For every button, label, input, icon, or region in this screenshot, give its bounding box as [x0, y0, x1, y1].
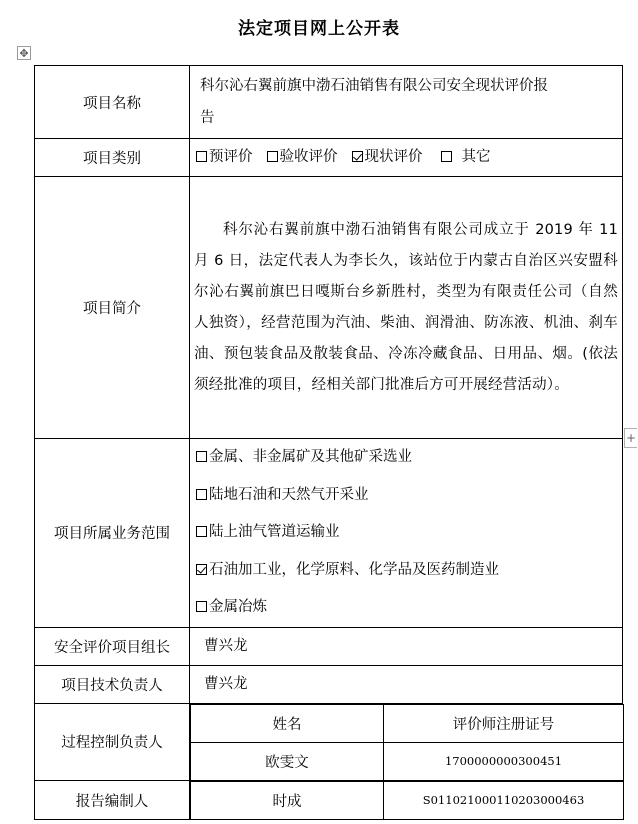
category-option-acceptance[interactable]: 验收评价 — [267, 149, 338, 165]
scope-item-oil-gas-extraction[interactable]: 陆地石油和天然气开采业 — [194, 477, 618, 515]
checkbox-icon[interactable] — [267, 151, 278, 162]
report-author-cert: S011021000110203000463 — [384, 781, 624, 819]
add-row-plus-icon[interactable]: + — [624, 428, 637, 448]
project-name-label: 项目名称 — [35, 66, 190, 139]
checkbox-icon[interactable] — [196, 489, 207, 500]
project-intro-label: 项目简介 — [35, 177, 190, 439]
category-option-pre[interactable]: 预评价 — [196, 149, 253, 165]
team-leader-value: 曹兴龙 — [190, 627, 623, 665]
process-control-header-row — [191, 704, 624, 742]
row-process-control — [35, 703, 623, 781]
tech-lead-value: 曹兴龙 — [190, 665, 623, 703]
category-option-other[interactable]: 其它 — [441, 149, 491, 165]
checkbox-icon[interactable] — [441, 151, 452, 162]
checkbox-checked-icon[interactable] — [196, 564, 207, 575]
process-control-name: 欧雯文 — [191, 742, 384, 780]
business-scope-list — [190, 439, 623, 628]
table-move-handle-icon[interactable]: ✥ — [17, 46, 31, 60]
tech-lead-label: 项目技术负责人 — [35, 665, 190, 703]
row-project-name — [35, 66, 623, 139]
page-title: 法定项目网上公开表 — [238, 19, 400, 39]
scope-item-mining[interactable]: 金属、非金属矿及其他矿采选业 — [194, 439, 618, 477]
row-team-leader — [35, 627, 623, 665]
business-scope-label: 项目所属业务范围 — [35, 439, 190, 628]
project-intro-text: 科尔沁右翼前旗中渤石油销售有限公司成立于 2019 年 11 月 6 日，法定代表人为李长久，该站位于内蒙古自治区兴安盟科尔沁右翼前旗巴日嘎斯台乡新胜村，类型为有限责任公司（自然人独资），经营范围为汽油、柴油、润滑油、防冻液、机油、刹车油、预包装食品及散装食品、冷冻冷藏食品、日用品、烟。(依法须经批准的项目，经相关部门批准后方可开展经营活动）。 — [194, 221, 618, 393]
report-author-data-row — [191, 781, 624, 819]
checkbox-icon[interactable] — [196, 151, 207, 162]
row-report-author — [35, 781, 623, 820]
checkbox-checked-icon[interactable] — [352, 151, 363, 162]
project-name-line1: 科尔沁右翼前旗中渤石油销售有限公司安全现状评价报 — [200, 78, 548, 94]
col-cert-header: 评价师注册证号 — [384, 704, 624, 742]
process-control-label: 过程控制负责人 — [35, 703, 190, 781]
project-name-line2: 告 — [200, 110, 215, 126]
checkbox-icon[interactable] — [196, 526, 207, 537]
report-author-label: 报告编制人 — [35, 781, 190, 820]
scope-item-metal-smelting[interactable]: 金属冶炼 — [194, 589, 618, 627]
scope-item-petroleum-chemical[interactable]: 石油加工业，化学原料、化学品及医药制造业 — [194, 552, 618, 590]
row-project-category — [35, 139, 623, 177]
project-category-options — [190, 139, 623, 177]
row-project-intro — [35, 177, 623, 439]
row-business-scope — [35, 439, 623, 628]
disclosure-table — [34, 65, 623, 820]
report-author-name: 时成 — [191, 781, 384, 819]
project-category-label: 项目类别 — [35, 139, 190, 177]
checkbox-icon[interactable] — [196, 601, 207, 612]
scope-item-pipeline[interactable]: 陆上油气管道运输业 — [194, 514, 618, 552]
row-tech-lead — [35, 665, 623, 703]
report-author-subtable — [190, 781, 624, 820]
col-name-header: 姓名 — [191, 704, 384, 742]
project-name-value — [190, 66, 623, 139]
team-leader-label: 安全评价项目组长 — [35, 627, 190, 665]
process-control-data-row — [191, 742, 624, 780]
checkbox-icon[interactable] — [196, 451, 207, 462]
report-author-cell — [190, 781, 623, 820]
category-option-current[interactable]: 现状评价 — [352, 149, 423, 165]
process-control-cert: 1700000000300451 — [384, 742, 624, 780]
project-intro-cell — [190, 177, 623, 439]
process-control-cell — [190, 703, 623, 781]
process-control-subtable — [190, 704, 624, 781]
